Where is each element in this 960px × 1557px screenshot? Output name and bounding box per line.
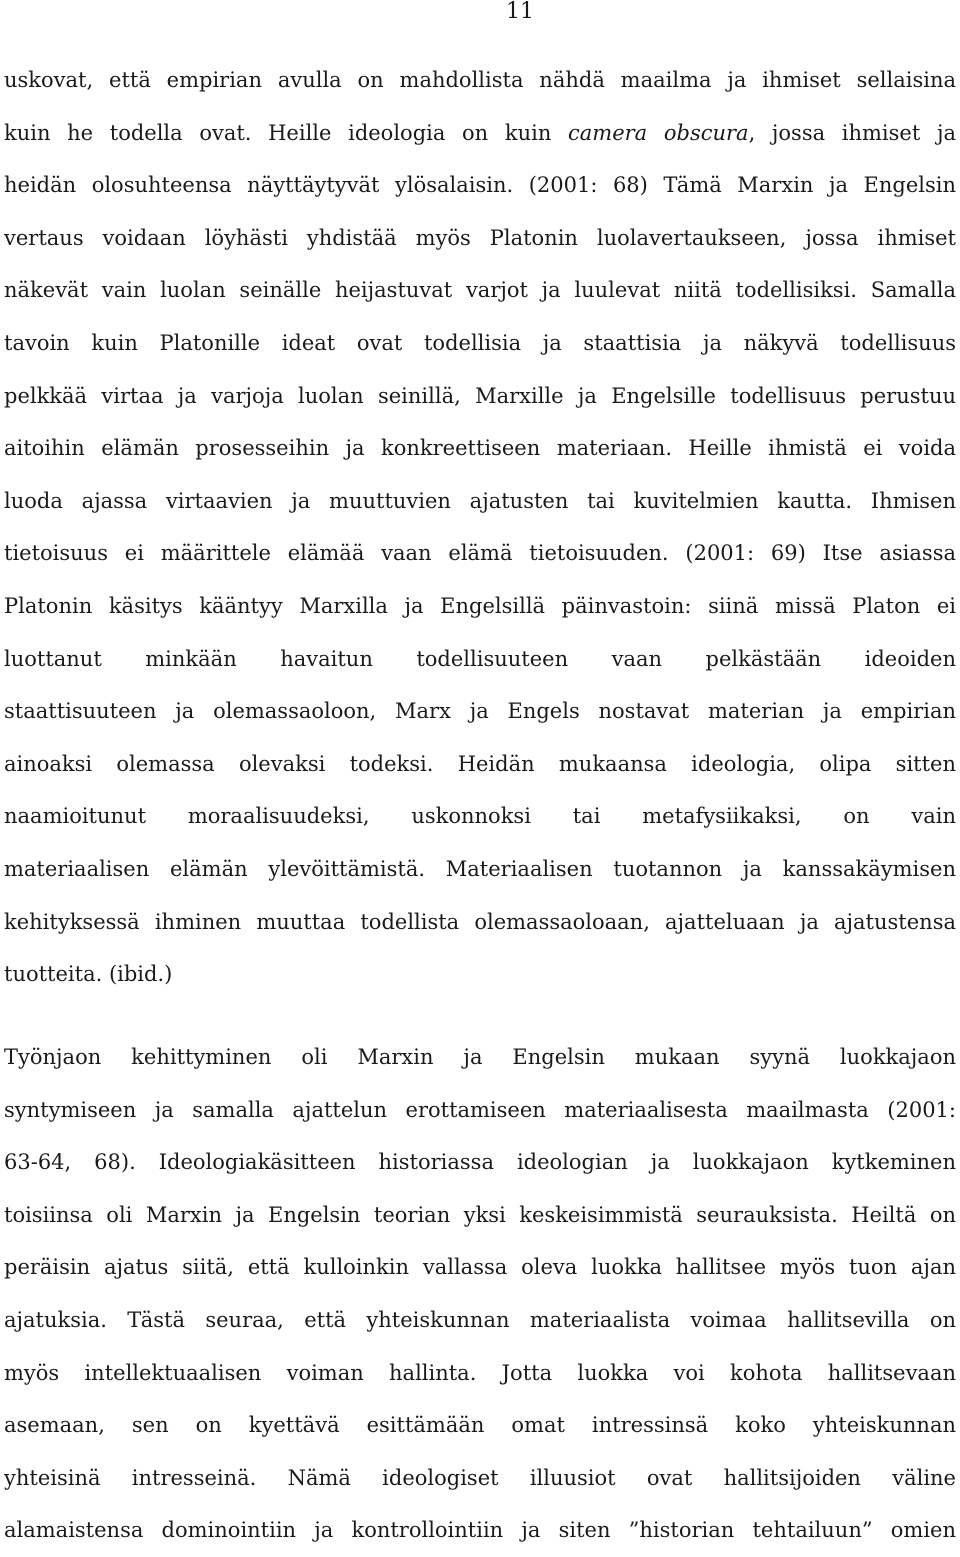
text-line: Platonin käsitys kääntyy Marxilla ja Engelsillä päinvastoin: siinä missä Platon ei xyxy=(4,593,956,618)
text-line: ajatuksia. Tästä seuraa, että yhteiskunnan materiaalista voimaa hallitsevilla on xyxy=(4,1307,956,1332)
text-line: syntymiseen ja samalla ajattelun erottamiseen materiaalisesta maailmasta (2001: xyxy=(4,1097,956,1122)
italic-term: camera obscura xyxy=(568,120,749,145)
text-segment: , jossa ihmiset ja xyxy=(748,120,956,145)
text-line: uskovat, että empirian avulla on mahdollista nähdä maailma ja ihmiset sellaisina xyxy=(4,68,956,92)
text-line: alamaistensa dominointiin ja kontrollointiin ja siten ”historian tehtailuun” omien xyxy=(4,1518,956,1543)
text-line: materiaalisen elämän ylevöittämistä. Materiaalisen tuotannon ja kanssakäymisen xyxy=(4,856,956,881)
text-line: asemaan, sen on kyettävä esittämään omat intressinsä koko yhteiskunnan xyxy=(4,1413,956,1438)
text-line: 63-64, 68). Ideologiakäsitteen historiassa ideologian ja luokkajaon kytkeminen xyxy=(4,1150,956,1175)
text-line: Työnjaon kehittyminen oli Marxin ja Engelsin mukaan syynä luokkajaon xyxy=(4,1045,956,1069)
page-number: 11 xyxy=(506,0,534,24)
text-line: pelkkää virtaa ja varjoja luolan seinillä, Marxille ja Engelsille todellisuus perustuu xyxy=(4,383,956,408)
text-line: ainoaksi olemassa olevaksi todeksi. Heidän mukaansa ideologia, olipa sitten xyxy=(4,751,956,776)
text-line: toisiinsa oli Marxin ja Engelsin teorian yksi keskeisimmistä seurauksista. Heiltä on xyxy=(4,1202,956,1227)
paragraph-2 xyxy=(4,1031,956,1557)
text-segment: kuin he todella ovat. Heille ideologia on kuin xyxy=(4,120,569,145)
text-line: aitoihin elämän prosesseihin ja konkreettiseen materiaan. Heille ihmistä ei voida xyxy=(4,436,956,461)
text-line: kehityksessä ihminen muuttaa todellista olemassaoloaan, ajatteluaan ja ajatustensa xyxy=(4,909,956,934)
text-line: heidän olosuhteensa näyttäytyvät ylösalaisin. (2001: 68) Tämä Marxin ja Engelsin xyxy=(4,173,956,198)
text-line xyxy=(4,107,956,160)
text-line: tavoin kuin Platonille ideat ovat todellisia ja staattisia ja näkyvä todellisuus xyxy=(4,330,956,355)
text-line: näkevät vain luolan seinälle heijastuvat varjot ja luulevat niitä todellisiksi. Samalla xyxy=(4,278,956,303)
text-line: peräisin ajatus siitä, että kulloinkin vallassa oleva luokka hallitsee myös tuon ajan xyxy=(4,1255,956,1280)
paragraph-1 xyxy=(4,54,956,1001)
text-line: staattisuuteen ja olemassaoloon, Marx ja Engels nostavat materian ja empirian xyxy=(4,699,956,724)
text-line: myös intellektuaalisen voiman hallinta. Jotta luokka voi kohota hallitsevaan xyxy=(4,1360,956,1385)
text-line: tietoisuus ei määrittele elämää vaan elämä tietoisuuden. (2001: 69) Itse asiassa xyxy=(4,541,956,566)
text-line: luoda ajassa virtaavien ja muuttuvien ajatusten tai kuvitelmien kautta. Ihmisen xyxy=(4,488,956,513)
text-line: yhteisinä intresseinä. Nämä ideologiset illuusiot ovat hallitsijoiden väline xyxy=(4,1465,956,1490)
text-line: naamioitunut moraalisuudeksi, uskonnoksi tai metafysiikaksi, on vain xyxy=(4,804,956,829)
text-line: vertaus voidaan löyhästi yhdistää myös Platonin luolavertaukseen, jossa ihmiset xyxy=(4,225,956,250)
text-line: tuotteita. (ibid.) xyxy=(4,962,173,987)
text-line: luottanut minkään havaitun todellisuuteen vaan pelkästään ideoiden xyxy=(4,646,956,671)
